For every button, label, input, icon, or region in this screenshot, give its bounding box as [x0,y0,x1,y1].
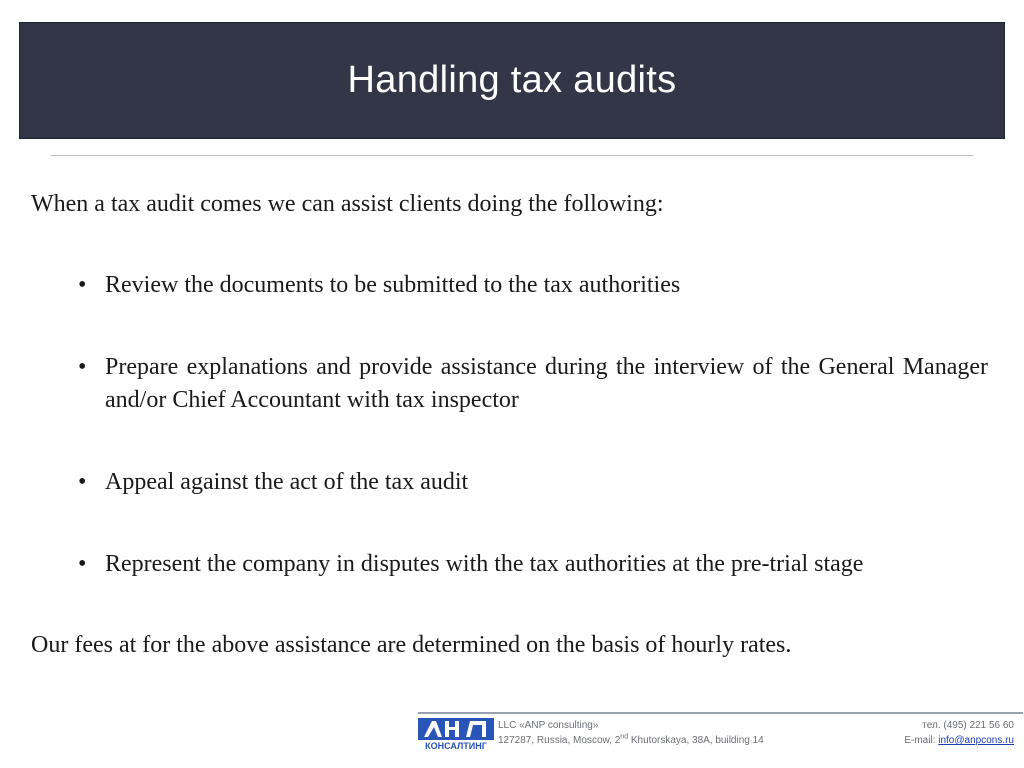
bullet-item [78,269,988,302]
bullet-icon: • [78,469,87,495]
logo-text: КОНСАЛТИНГ [425,741,487,750]
email-link[interactable]: info@anpcons.ru [938,735,1014,746]
title-bar [19,22,1005,139]
footer-contact-block [814,718,1014,748]
footer-divider [418,712,1023,714]
slide-title: Handling tax audits [347,59,677,101]
company-name: LLC «ANP consulting» [498,720,599,731]
outro-text: Our fees at for the above assistance are determined on the basis of hourly rates. [31,632,792,658]
bullet-text: Appeal against the act of the tax audit [105,469,469,495]
bullet-text: Review the documents to be submitted to the tax authorities [105,272,681,298]
bullet-text: Represent the company in disputes with the tax authorities at the pre-trial stage [105,551,864,577]
email-label: E-mail: [904,735,939,746]
bullet-icon: • [78,272,87,298]
footer-address-block [498,718,828,748]
phone-number: тел. (495) 221 56 60 [922,720,1014,731]
bullet-icon: • [78,354,87,380]
bullet-item [78,466,988,499]
title-divider [51,155,973,156]
bullet-item [78,351,988,417]
bullet-icon: • [78,551,87,577]
intro-text: When a tax audit comes we can assist clients doing the following: [31,191,664,217]
bullet-item [78,548,988,581]
bullet-text: Prepare explanations and provide assistance during the interview of the General Manager and/or Chief Accountant with tax inspector [105,354,988,413]
email-line [814,733,1014,748]
company-logo [418,716,494,750]
company-address: 127287, Russia, Moscow, 2nd Khutorskaya, 38A, building 14 [498,733,764,746]
